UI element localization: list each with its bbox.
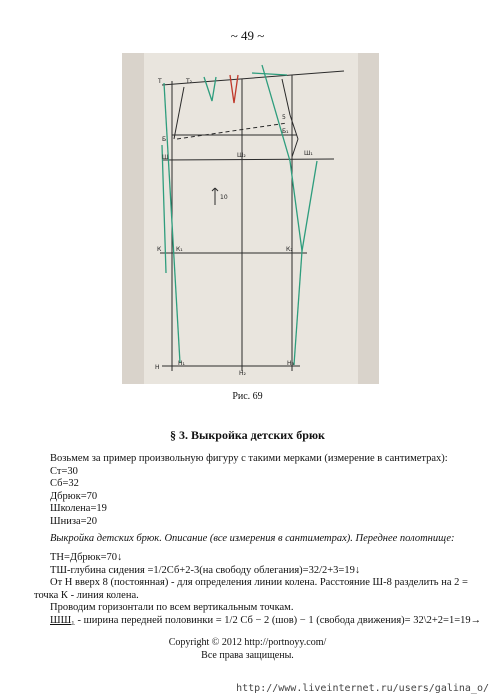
label-five: 5	[282, 114, 286, 121]
label-n3: Н₃	[287, 360, 294, 367]
measurement-0: Ст=30	[50, 465, 78, 477]
label-n1: Н₁	[178, 360, 185, 367]
label-k2: К₂	[286, 246, 293, 253]
footer	[0, 636, 495, 662]
label-b1: Б₁	[282, 128, 289, 135]
label-n2: Н₂	[239, 370, 246, 377]
footer-rights: Все права защищены.	[201, 650, 294, 661]
intro-block	[50, 453, 470, 528]
steps-block	[34, 552, 482, 627]
label-t: Т	[158, 78, 162, 85]
step-shsh1	[50, 614, 482, 628]
figure-caption: Рис. 69	[232, 391, 263, 402]
footer-copyright: Copyright © 2012 http://portnoyy.com/	[168, 637, 327, 648]
step-tsh: ТШ-глубина сидения =1/2Сб+2-3(на свободу облегания)=32/2+3=19↓	[50, 564, 361, 576]
measurement-4: Шниза=20	[50, 515, 98, 527]
label-w: Ш₁	[304, 150, 313, 157]
measurement-3: Школена=19	[50, 503, 107, 514]
pattern-photo	[122, 53, 379, 384]
intro-text: Возьмем за пример произвольную фигуру с такими мерками (измерение в сантиметрах):	[50, 453, 448, 464]
step-horizontals: Проводим горизонтали по всем вертикальным точкам.	[50, 602, 294, 613]
label-n: Н	[155, 364, 160, 371]
label-k1: К₁	[176, 246, 183, 253]
measurement-2: Дбрюк=70	[50, 490, 98, 502]
page-number: ~ 49 ~	[230, 28, 265, 43]
watermark-url: http://www.liveinternet.ru/users/galina_o/	[236, 683, 489, 694]
step-from-n: От Н вверх 8 (постоянная) - для определения линии колена. Расстояние Ш-8 разделить на 2 =	[50, 577, 468, 588]
description-heading: Выкройка детских брюк. Описание (все измерения в сантиметрах). Переднее полотнище:	[50, 533, 455, 544]
label-sh: Ш	[162, 154, 169, 161]
label-k: К	[157, 246, 162, 253]
measurement-1: Сб=32	[50, 478, 79, 489]
step-shsh1-label: ШШ₁	[50, 614, 75, 626]
label-ten: 10	[220, 194, 228, 201]
step-shsh1-rest: - ширина передней половинки = 1/2 Сб − 2 (шов) − 1 (свобода движения)= 32\2+2=1=19→	[74, 614, 482, 626]
label-b: Б	[162, 136, 167, 143]
description-block	[50, 533, 470, 546]
pattern-drawing	[122, 53, 379, 384]
label-t1: Т₂	[186, 78, 193, 85]
label-sh1: Ш₂	[237, 152, 246, 159]
step-tn: ТН=Дбрюк=70↓	[50, 552, 123, 563]
step-point-k: точка К - линия колена.	[34, 589, 139, 601]
section-title: § 3. Выкройка детских брюк	[170, 428, 325, 442]
